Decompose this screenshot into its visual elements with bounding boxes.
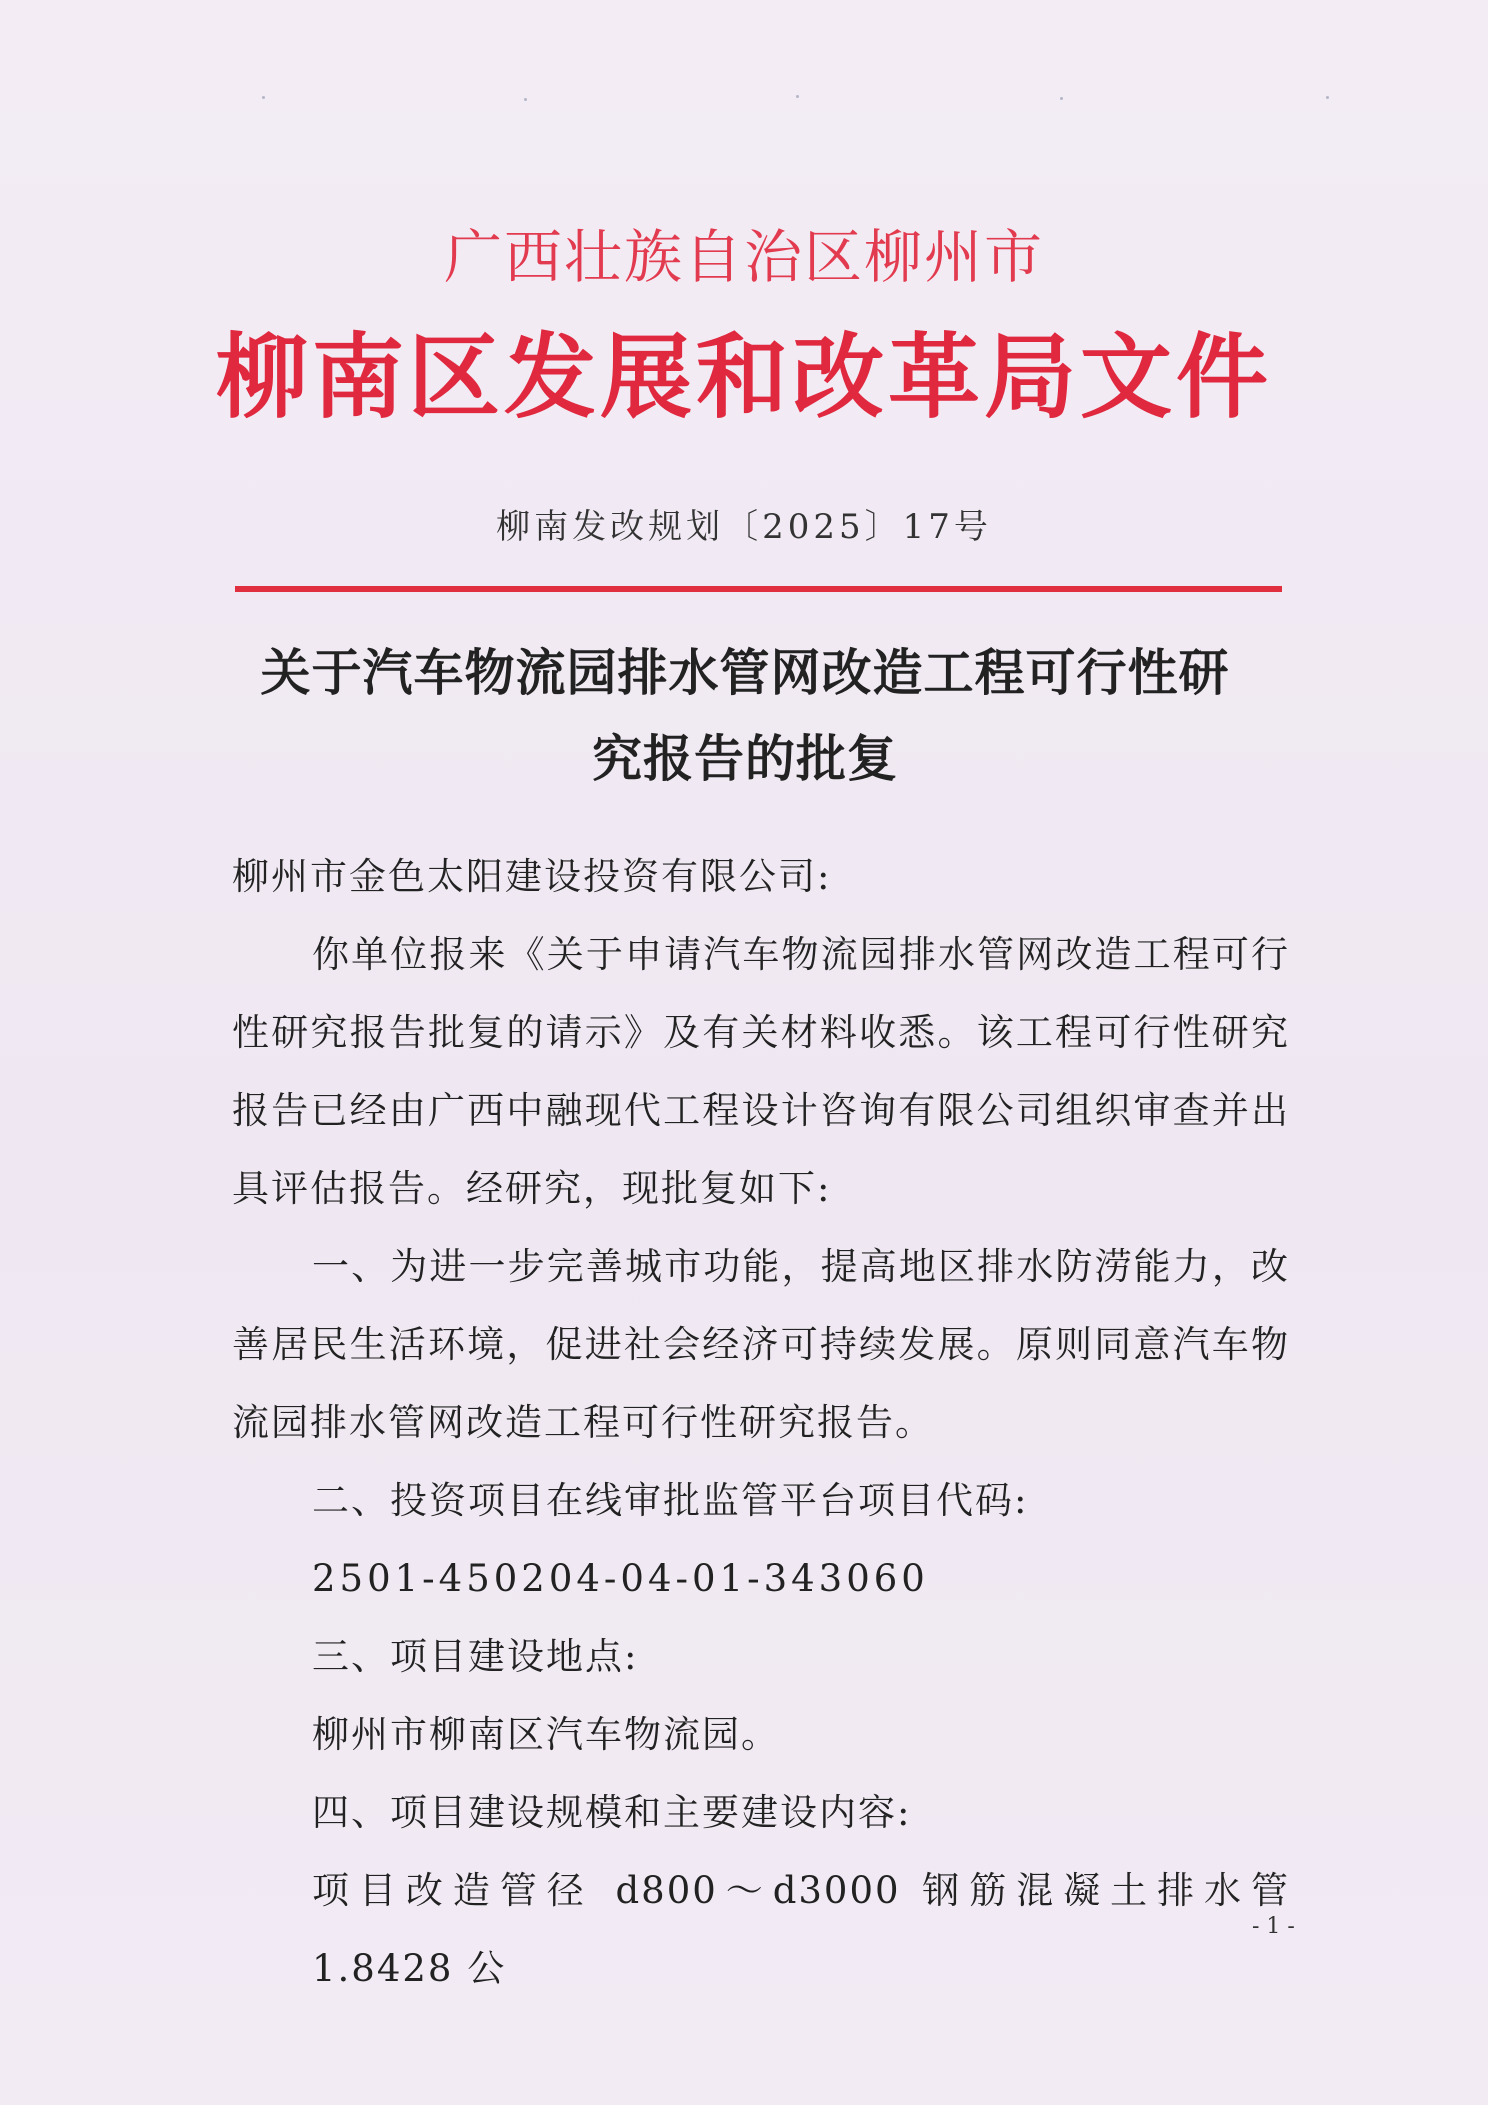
document-body — [232, 838, 1290, 2008]
document-title — [200, 630, 1290, 802]
page-number: - 1 - — [1252, 1914, 1295, 1939]
scan-speck — [524, 98, 527, 101]
addressee: 柳州市金色太阳建设投资有限公司: — [232, 855, 832, 898]
title-line: 究报告的批复 — [592, 729, 898, 788]
header-region-line: 广西壮族自治区柳州市 — [443, 223, 1044, 291]
project-location: 柳州市柳南区汽车物流园。 — [312, 1713, 780, 1756]
red-separator-rule — [235, 586, 1282, 592]
project-code: 2501-450204-04-01-343060 — [312, 1557, 929, 1600]
title-line: 关于汽车物流园排水管网改造工程可行性研 — [260, 643, 1230, 702]
item-3-heading: 三、项目建设地点: — [312, 1635, 639, 1678]
document-number: 柳南发改规划〔2025〕17号 — [496, 507, 992, 547]
scan-speck — [796, 95, 799, 98]
item-2-heading: 二、投资项目在线审批监管平台项目代码: — [312, 1479, 1029, 1522]
scan-speck — [262, 96, 265, 99]
item-1-paragraph: 一、为进一步完善城市功能，提高地区排水防涝能力，改善居民生活环境，促进社会经济可持续发展。原则同意汽车物流园排水管网改造工程可行性研究报告。 — [232, 1245, 1290, 1444]
header-issuer-line: 柳南区发展和改革局文件 — [215, 324, 1272, 431]
intro-paragraph: 你单位报来《关于申请汽车物流园排水管网改造工程可行性研究报告批复的请示》及有关材料收悉。该工程可行性研究报告已经由广西中融现代工程设计咨询有限公司组织审查并出具评估报告。经研究，现批复如下: — [232, 933, 1290, 1210]
scan-speck — [1326, 96, 1329, 99]
item-4-heading: 四、项目建设规模和主要建设内容: — [312, 1791, 912, 1834]
scan-speck — [1060, 97, 1063, 100]
project-scope: 项目改造管径 d800～d3000 钢筋混凝土排水管 1.8428 公 — [312, 1869, 1290, 1990]
